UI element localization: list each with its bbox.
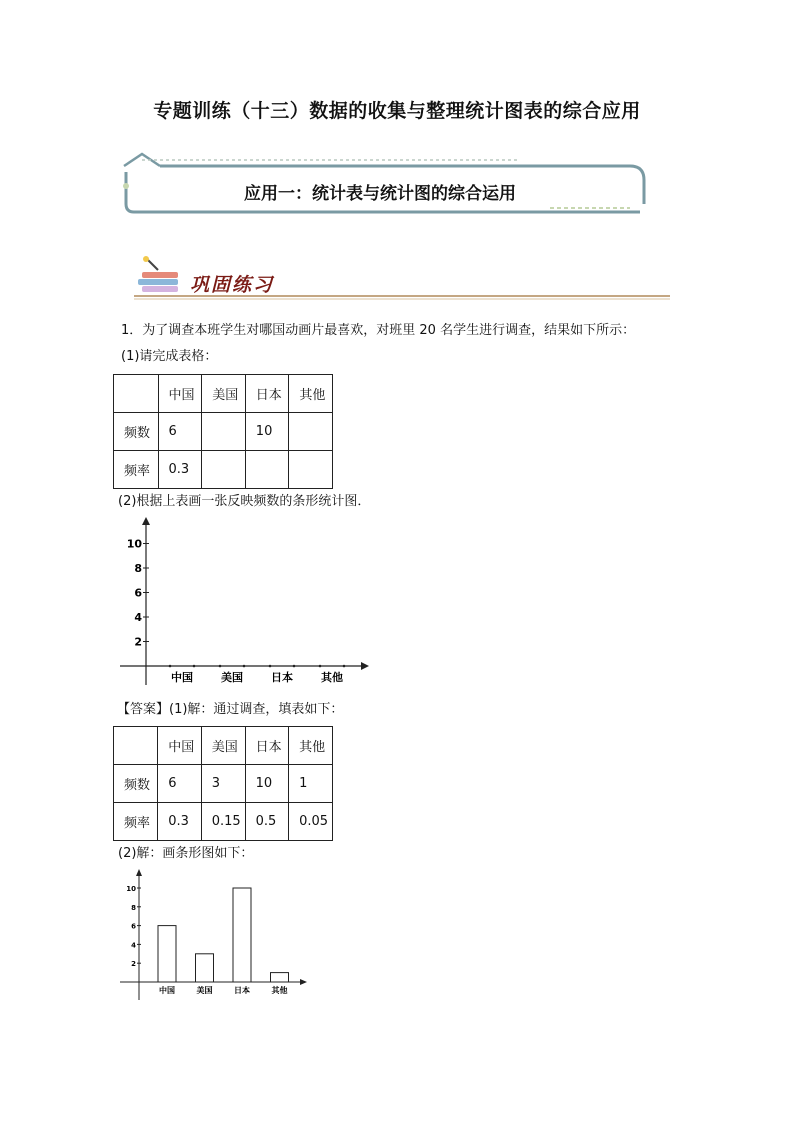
practice-label: 巩固练习 xyxy=(190,274,275,296)
y-tick-label: 4 xyxy=(134,611,142,624)
table-cell: 日本 xyxy=(245,727,289,765)
x-category-label: 其他 xyxy=(321,671,343,684)
y-tick-label: 8 xyxy=(131,903,136,912)
x-axis-arrow xyxy=(300,979,307,985)
table-cell: 3 xyxy=(201,765,245,803)
table-cell: 其他 xyxy=(289,375,333,413)
x-tick xyxy=(293,665,296,668)
y-tick-label: 10 xyxy=(126,885,136,893)
table-cell xyxy=(114,375,159,413)
x-tick xyxy=(219,665,222,668)
table-cell: 0.3 xyxy=(158,803,202,841)
y-tick-label: 8 xyxy=(134,562,142,575)
table-cell: 美国 xyxy=(202,375,246,413)
table-row xyxy=(114,451,333,489)
table-cell: 其他 xyxy=(289,727,333,765)
table-cell xyxy=(202,451,246,489)
x-tick xyxy=(269,665,272,668)
table-cell: 中国 xyxy=(158,727,202,765)
answer-intro: 【答案】(1)解：通过调查，填表如下： xyxy=(117,702,344,717)
table-cell: 频数 xyxy=(114,765,158,803)
x-tick xyxy=(193,665,196,668)
table-cell xyxy=(202,413,246,451)
x-tick xyxy=(169,665,172,668)
question-part1: (1)请完成表格： xyxy=(121,349,218,364)
x-category-label: 美国 xyxy=(196,986,213,995)
bar xyxy=(158,926,176,982)
table-row xyxy=(114,803,333,841)
table-row xyxy=(114,375,333,413)
y-tick-label: 4 xyxy=(131,941,136,950)
bar xyxy=(271,973,289,982)
table-cell: 0.5 xyxy=(245,803,289,841)
x-category-label: 美国 xyxy=(221,671,243,684)
empty-chart xyxy=(115,515,375,690)
x-category-label: 其他 xyxy=(271,986,288,995)
x-category-label: 中国 xyxy=(171,671,193,684)
y-tick-label: 2 xyxy=(131,960,136,969)
table-row xyxy=(114,765,333,803)
answer-table xyxy=(113,726,333,841)
answer-bar-chart xyxy=(112,868,312,1008)
y-tick-label: 6 xyxy=(134,586,142,600)
table-cell: 0.3 xyxy=(158,451,202,489)
table-cell: 0.15 xyxy=(201,803,245,841)
table-row xyxy=(114,413,333,451)
bar xyxy=(233,888,251,982)
table-cell xyxy=(245,451,289,489)
x-tick xyxy=(319,665,322,668)
question-part2: (2)根据上表画一张反映频数的条形统计图． xyxy=(118,494,371,509)
table-cell: 频率 xyxy=(114,803,158,841)
table-cell: 中国 xyxy=(158,375,202,413)
y-axis-arrow xyxy=(142,517,150,525)
table-cell: 频数 xyxy=(114,413,159,451)
table-cell xyxy=(114,727,158,765)
x-category-label: 中国 xyxy=(159,986,175,995)
table-cell xyxy=(289,451,333,489)
table-cell xyxy=(289,413,333,451)
bar xyxy=(196,954,214,982)
table-cell: 日本 xyxy=(245,375,289,413)
y-tick-label: 2 xyxy=(134,635,142,649)
banner-title: 应用一：统计表与统计图的综合运用 xyxy=(244,184,516,204)
table-cell: 6 xyxy=(158,413,202,451)
y-tick-label: 6 xyxy=(131,922,136,931)
question-stem: 1．为了调查本班学生对哪国动画片最喜欢，对班里 20 名学生进行调查，结果如下所示： xyxy=(121,323,636,338)
table-cell: 10 xyxy=(245,413,289,451)
answer-part2: (2)解：画条形图如下： xyxy=(118,846,254,861)
x-category-label: 日本 xyxy=(234,986,250,995)
document-title: 专题训练（十三）数据的收集与整理统计图表的综合应用 xyxy=(153,100,641,122)
table-row xyxy=(114,727,333,765)
question-table xyxy=(113,374,333,489)
y-tick-label: 10 xyxy=(126,537,142,551)
x-axis-arrow xyxy=(361,662,369,670)
table-cell: 0.05 xyxy=(289,803,333,841)
x-category-label: 日本 xyxy=(271,671,293,684)
table-cell: 1 xyxy=(289,765,333,803)
table-cell: 美国 xyxy=(201,727,245,765)
y-axis-arrow xyxy=(136,869,142,876)
table-cell: 频率 xyxy=(114,451,159,489)
x-tick xyxy=(243,665,246,668)
x-tick xyxy=(343,665,346,668)
table-cell: 6 xyxy=(158,765,202,803)
table-cell: 10 xyxy=(245,765,289,803)
